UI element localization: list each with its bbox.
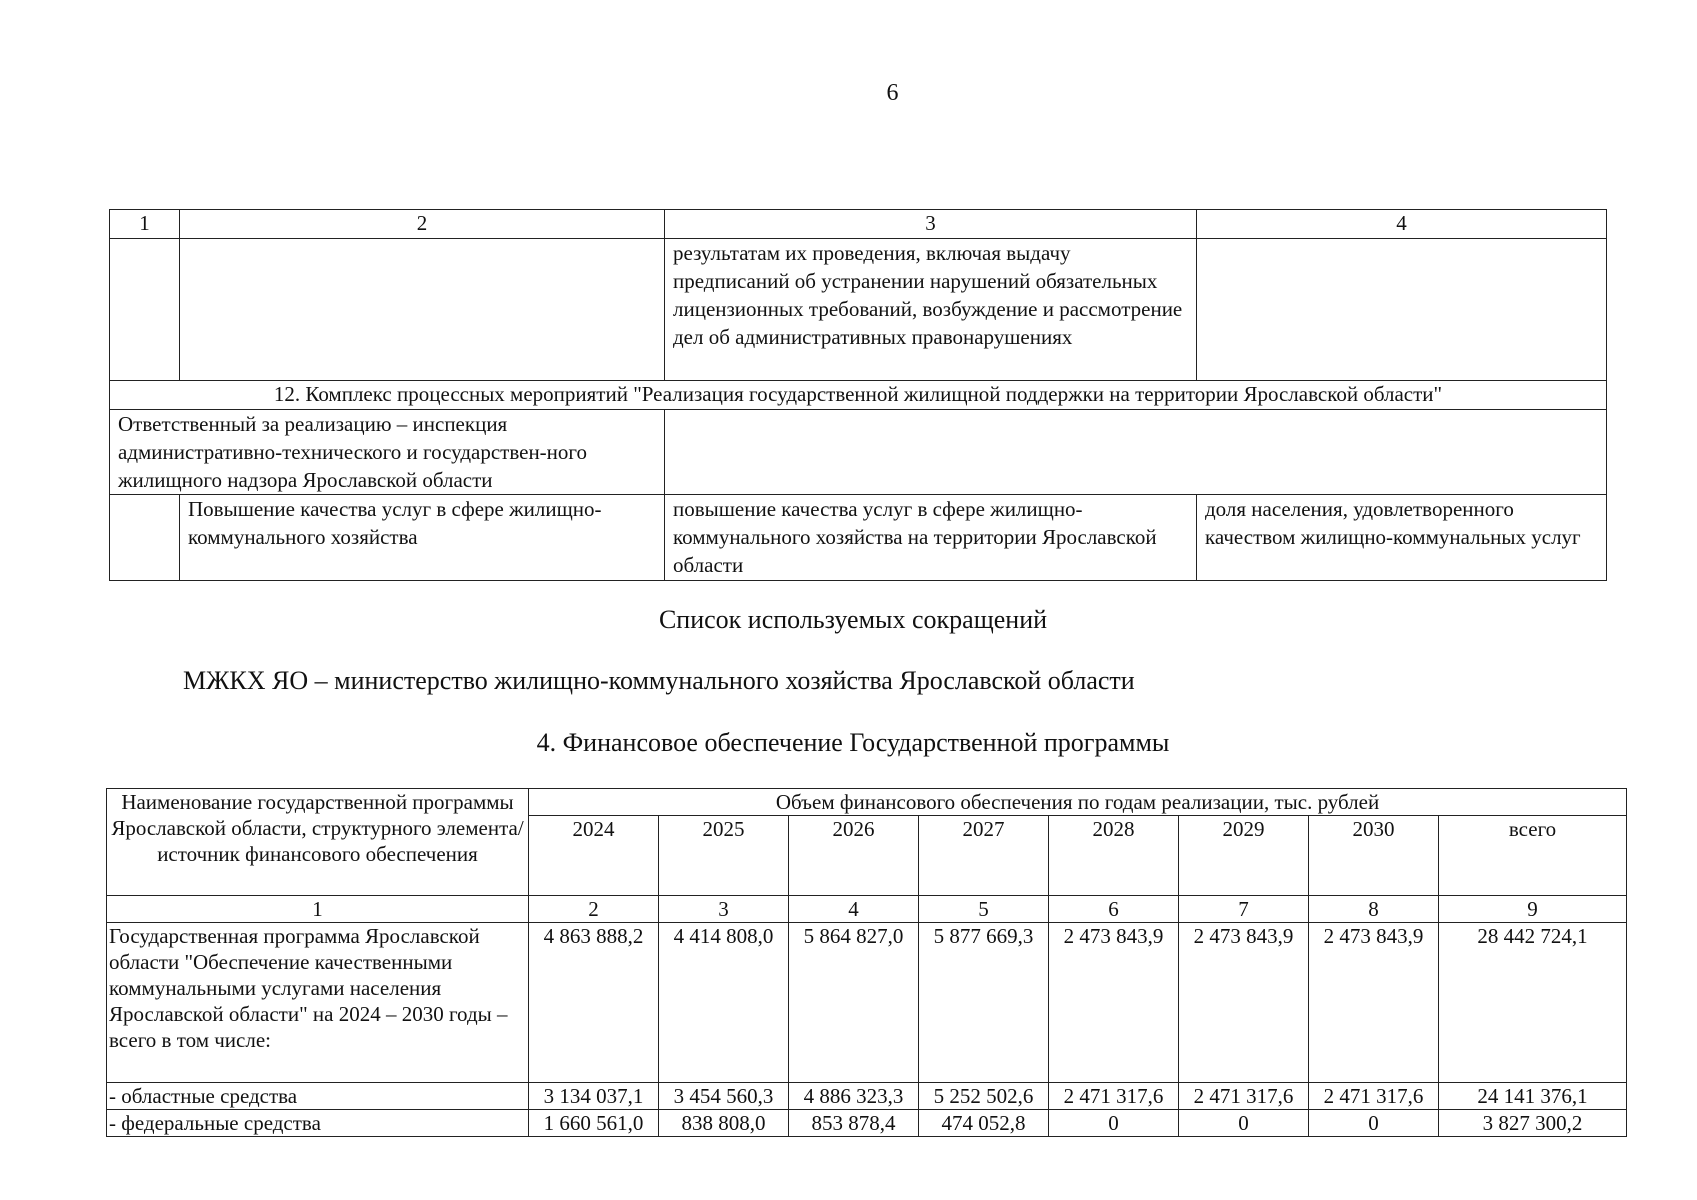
row-name: - областные средства xyxy=(107,1083,529,1110)
value-cell: 1 660 561,0 xyxy=(529,1110,659,1137)
value-cell: 4 863 888,2 xyxy=(529,923,659,1083)
value-cell: 0 xyxy=(1179,1110,1309,1137)
value-cell: 5 877 669,3 xyxy=(919,923,1049,1083)
name-header: Наименование государственной программы Ярославской области, структурного элемента/ источник финансового обеспечения xyxy=(107,789,529,896)
row-name: - федеральные средства xyxy=(107,1110,529,1137)
year-header: 2026 xyxy=(789,816,919,896)
abbreviation-item: МЖКХ ЯО – министерство жилищно-коммунального хозяйства Ярославской области xyxy=(183,666,1135,695)
year-header: 2029 xyxy=(1179,816,1309,896)
responsible-row xyxy=(110,410,1607,495)
column-number: 5 xyxy=(919,896,1049,923)
section-title-row xyxy=(110,381,1607,410)
table-row xyxy=(107,923,1627,1083)
column-number: 2 xyxy=(529,896,659,923)
column-numbers-row xyxy=(107,896,1627,923)
financing-header-row xyxy=(107,789,1627,816)
table-row xyxy=(110,239,1607,381)
value-cell: 2 471 317,6 xyxy=(1309,1083,1439,1110)
value-cell: 3 134 037,1 xyxy=(529,1083,659,1110)
table-cell xyxy=(110,495,180,581)
responsible-text: Ответственный за реализацию – инспекция административно-технического и государствен-ного жилищного надзора Ярославской области xyxy=(110,410,665,495)
value-cell: 2 473 843,9 xyxy=(1309,923,1439,1083)
table-row xyxy=(107,1083,1627,1110)
value-cell: 0 xyxy=(1309,1110,1439,1137)
total-header: всего xyxy=(1439,816,1627,896)
value-cell: 2 473 843,9 xyxy=(1049,923,1179,1083)
financing-table xyxy=(106,788,1627,1137)
section-title: 12. Комплекс процессных мероприятий "Реализация государственной жилищной поддержки на территории Ярославской области" xyxy=(110,381,1607,410)
value-cell: 853 878,4 xyxy=(789,1110,919,1137)
column-number: 3 xyxy=(665,210,1197,239)
table-cell xyxy=(110,239,180,381)
row-name: Государственная программа Ярославской области "Обеспечение качественными коммунальными услугами населения Ярославской области" на 2024 – 2030 годы – всего в том числе: xyxy=(107,923,529,1083)
table-cell xyxy=(180,239,665,381)
column-number: 9 xyxy=(1439,896,1627,923)
table-row xyxy=(107,1110,1627,1137)
measures-table xyxy=(109,209,1607,581)
value-cell: 2 471 317,6 xyxy=(1049,1083,1179,1110)
column-number: 8 xyxy=(1309,896,1439,923)
column-number: 6 xyxy=(1049,896,1179,923)
total-cell: 3 827 300,2 xyxy=(1439,1110,1627,1137)
value-cell: 3 454 560,3 xyxy=(659,1083,789,1110)
table-cell: результатам их проведения, включая выдачу предписаний об устранении нарушений обязательных лицензионных требований, возбуждение и рассмотрение дел об административных правонарушениях xyxy=(665,239,1197,381)
value-cell: 4 414 808,0 xyxy=(659,923,789,1083)
column-number: 2 xyxy=(180,210,665,239)
value-cell: 5 864 827,0 xyxy=(789,923,919,1083)
indicator-cell: доля населения, удовлетворенного качеством жилищно-коммунальных услуг xyxy=(1197,495,1607,581)
page-number: 6 xyxy=(886,80,899,106)
table-cell xyxy=(1197,239,1607,381)
column-number: 3 xyxy=(659,896,789,923)
value-cell: 5 252 502,6 xyxy=(919,1083,1049,1110)
result-cell: повышение качества услуг в сфере жилищно-коммунального хозяйства на территории Ярославской области xyxy=(665,495,1197,581)
task-cell: Повышение качества услуг в сфере жилищно-коммунального хозяйства xyxy=(180,495,665,581)
value-cell: 2 473 843,9 xyxy=(1179,923,1309,1083)
table-header-row xyxy=(110,210,1607,239)
financing-title: 4. Финансовое обеспечение Государственной программы xyxy=(536,728,1170,757)
value-cell: 4 886 323,3 xyxy=(789,1083,919,1110)
year-header: 2030 xyxy=(1309,816,1439,896)
column-number: 4 xyxy=(1197,210,1607,239)
total-cell: 24 141 376,1 xyxy=(1439,1083,1627,1110)
volume-header: Объем финансового обеспечения по годам реализации, тыс. рублей xyxy=(529,789,1627,816)
value-cell: 838 808,0 xyxy=(659,1110,789,1137)
column-number: 1 xyxy=(107,896,529,923)
column-number: 7 xyxy=(1179,896,1309,923)
abbreviations-title: Список используемых сокращений xyxy=(658,605,1048,634)
total-cell: 28 442 724,1 xyxy=(1439,923,1627,1083)
year-header: 2025 xyxy=(659,816,789,896)
column-number: 4 xyxy=(789,896,919,923)
value-cell: 474 052,8 xyxy=(919,1110,1049,1137)
year-header: 2024 xyxy=(529,816,659,896)
table-cell xyxy=(665,410,1607,495)
year-header: 2027 xyxy=(919,816,1049,896)
table-row xyxy=(110,495,1607,581)
value-cell: 2 471 317,6 xyxy=(1179,1083,1309,1110)
value-cell: 0 xyxy=(1049,1110,1179,1137)
column-number: 1 xyxy=(110,210,180,239)
year-header: 2028 xyxy=(1049,816,1179,896)
